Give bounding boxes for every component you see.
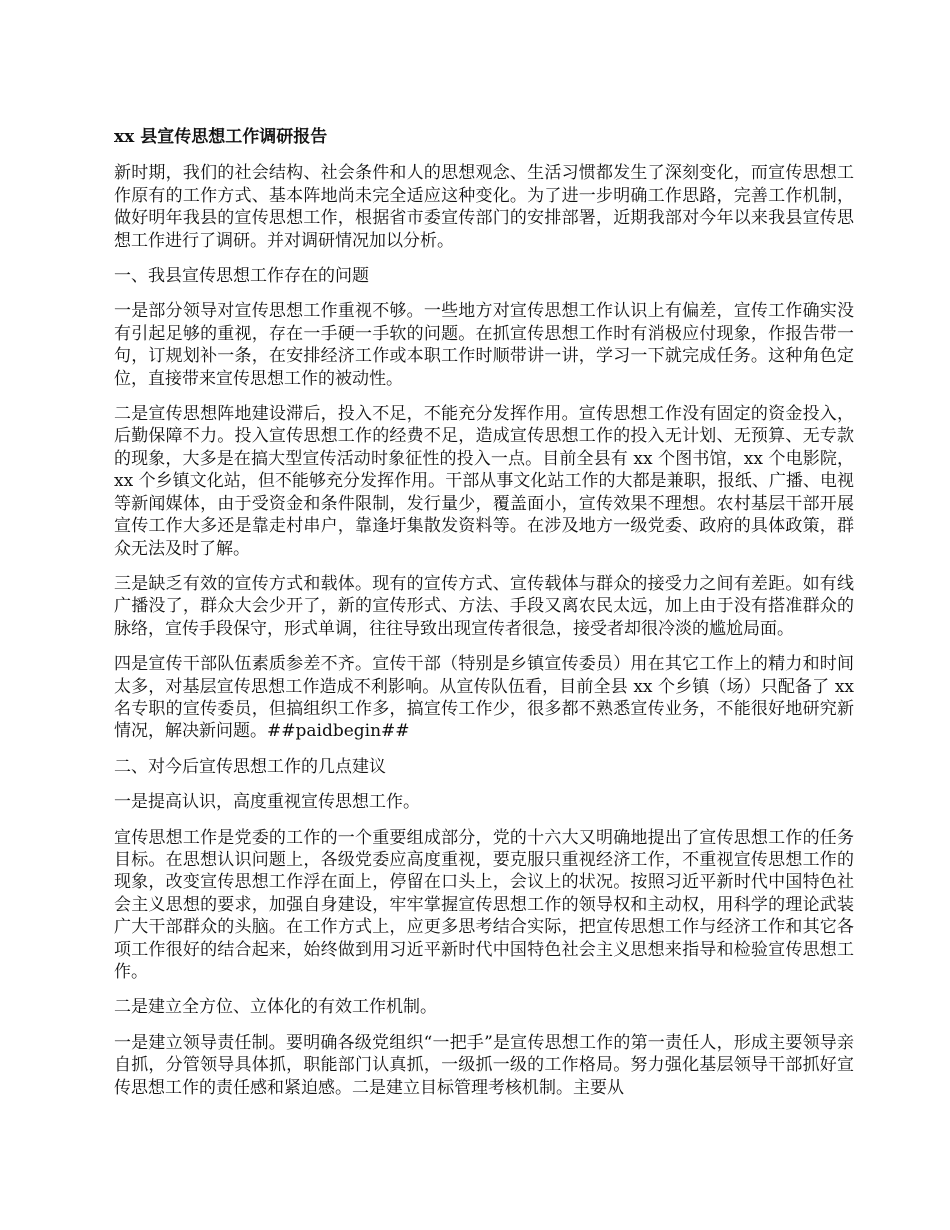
problem-paragraph-4: 四是宣传干部队伍素质参差不齐。宣传干部（特别是乡镇宣传委员）用在其它工作上的精力和时间太多，对基层宣传思想工作造成不利影响。从宣传队伍看，目前全县 xx 个乡镇（场）只配备了 xx 名专职的宣传委员，但搞组织工作多，搞宣传工作少，很多都不熟悉宣传业务，不能很好地研究新情况，解决新问题。##paidbegin##: [114, 654, 854, 742]
suggestion-paragraph-1: 宣传思想工作是党委的工作的一个重要组成部分，党的十六大又明确地提出了宣传思想工作的任务目标。在思想认识问题上，各级党委应高度重视，要克服只重视经济工作，不重视宣传思想工作的现象，改变宣传思想工作浮在面上，停留在口头上，会议上的状况。按照习近平新时代中国特色社会主义思想的要求，加强自身建设，牢牢掌握宣传思想工作的领导权和主动权，用科学的理论武装广大干部群众的头脑。在工作方式上，应更多思考结合实际，把宣传思想工作与经济工作和其它各项工作很好的结合起来，始终做到用习近平新时代中国特色社会主义思想来指导和检验宣传思想工作。: [114, 827, 854, 982]
problem-paragraph-3: 三是缺乏有效的宣传方式和载体。现有的宣传方式、宣传载体与群众的接受力之间有差距。如有线广播没了，群众大会少开了，新的宣传形式、方法、手段又离农民太远，加上由于没有搭准群众的脉络，宣传手段保守，形式单调，往往导致出现宣传者很急，接受者却很冷淡的尴尬局面。: [114, 573, 854, 639]
problem-paragraph-1: 一是部分领导对宣传思想工作重视不够。一些地方对宣传思想工作认识上有偏差，宣传工作确实没有引起足够的重视，存在一手硬一手软的问题。在抓宣传思想工作时有消极应付现象，作报告带一句，订规划补一条，在安排经济工作或本职工作时顺带讲一讲，学习一下就完成任务。这种角色定位，直接带来宣传思想工作的被动性。: [114, 301, 854, 389]
section-heading-problems: 一、我县宣传思想工作存在的问题: [114, 266, 369, 287]
suggestion-subheading-2: 二是建立全方位、立体化的有效工作机制。: [114, 997, 437, 1018]
document-title: xx 县宣传思想工作调研报告: [114, 127, 328, 147]
intro-paragraph: 新时期，我们的社会结构、社会条件和人的思想观念、生活习惯都发生了深刻变化，而宣传思想工作原有的工作方式、基本阵地尚未完全适应这种变化。为了进一步明确工作思路，完善工作机制，做好明年我县的宣传思想工作，根据省市委宣传部门的安排部署，近期我部对今年以来我县宣传思想工作进行了调研。并对调研情况加以分析。: [114, 163, 854, 251]
suggestion-paragraph-2: 一是建立领导责任制。要明确各级党组织“一把手”是宣传思想工作的第一责任人，形成主要领导亲自抓，分管领导具体抓，职能部门认真抓，一级抓一级的工作格局。努力强化基层领导干部抓好宣传思想工作的责任感和紧迫感。二是建立目标管理考核机制。主要从: [114, 1032, 854, 1098]
suggestion-subheading-1: 一是提高认识，高度重视宣传思想工作。: [114, 792, 420, 813]
section-heading-suggestions: 二、对今后宣传思想工作的几点建议: [114, 756, 386, 777]
document-page: [114, 126, 854, 1112]
problem-paragraph-2: 二是宣传思想阵地建设滞后，投入不足，不能充分发挥作用。宣传思想工作没有固定的资金投入，后勤保障不力。投入宣传思想工作的经费不足，造成宣传思想工作的投入无计划、无预算、无专款的现象，大多是在搞大型宣传活动时象征性的投入一点。目前全县有 xx 个图书馆，xx 个电影院，xx 个乡镇文化站，但不能够充分发挥作用。干部从事文化站工作的大都是兼职，报纸、广播、电视等新闻媒体，由于受资金和条件限制，发行量少，覆盖面小，宣传效果不理想。农村基层干部开展宣传工作大多还是靠走村串户，靠逢圩集散发资料等。在涉及地方一级党委、政府的具体政策，群众无法及时了解。: [114, 404, 854, 559]
